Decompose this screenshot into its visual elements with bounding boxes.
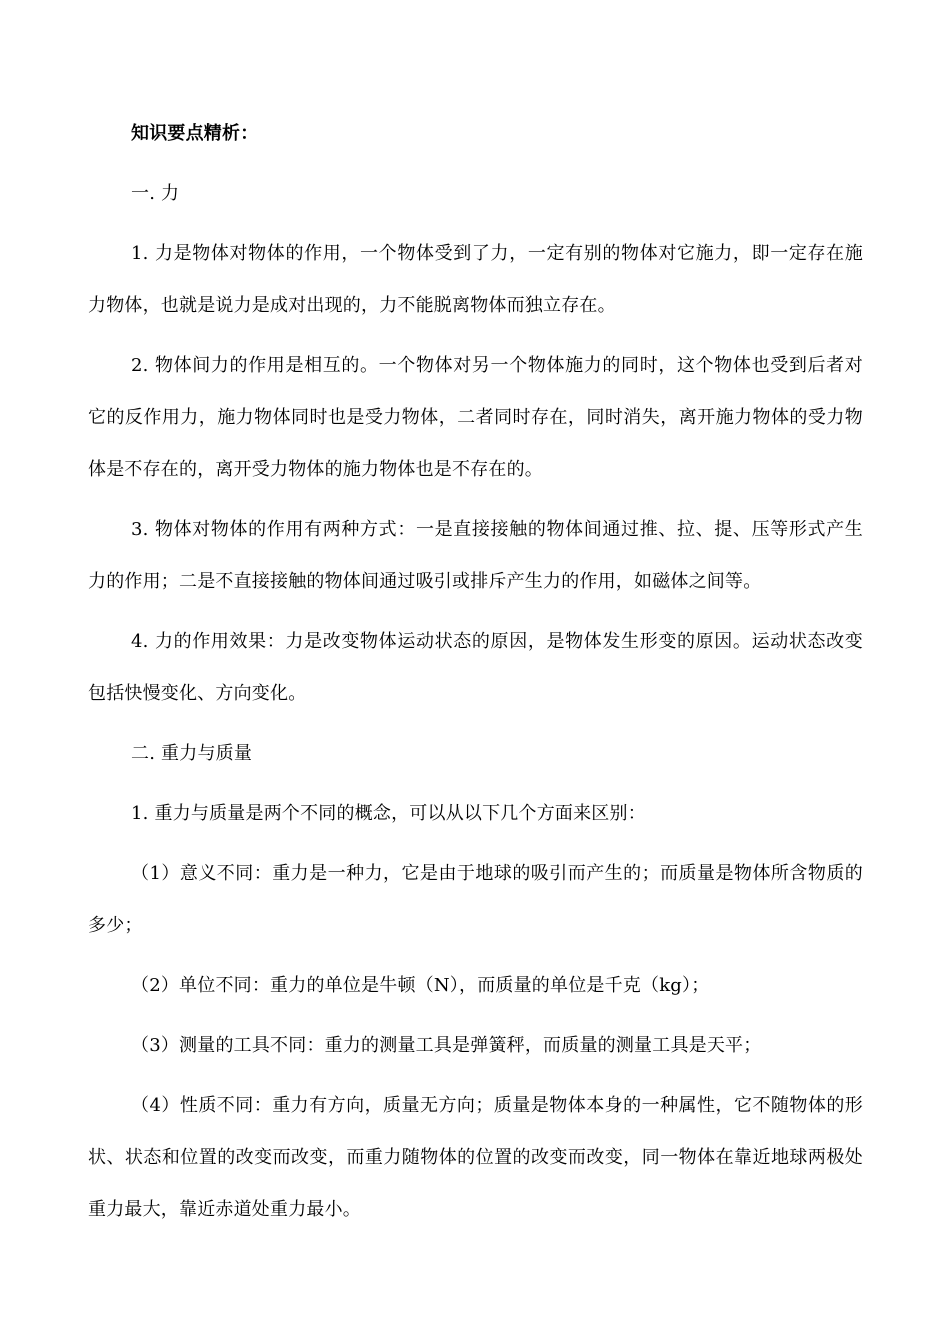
list-item-tool: （3）测量的工具不同：重力的测量工具是弹簧秤，而质量的测量工具是天平； xyxy=(131,1035,762,1056)
list-item-meaning: （1）意义不同：重力是一种力，它是由于地球的吸引而产生的；而质量是物体所含物质的多少； xyxy=(88,863,863,936)
list-item-property: （4）性质不同：重力有方向，质量无方向；质量是物体本身的一种属性，它不随物体的形状、状态和位置的改变而改变，而重力随物体的位置的改变而改变，同一物体在靠近地球两极处重力最大，靠近赤道处重力最小。 xyxy=(88,1095,863,1220)
paragraph-force-4: 4. 力的作用效果：力是改变物体运动状态的原因，是物体发生形变的原因。运动状态改变包括快慢变化、方向变化。 xyxy=(88,631,863,704)
section-heading-gravity-mass: 二. 重力与质量 xyxy=(131,743,253,764)
list-item-unit: （2）单位不同：重力的单位是牛顿（N），而质量的单位是千克（kg）； xyxy=(131,975,710,996)
document-title: 知识要点精析： xyxy=(131,123,259,144)
paragraph-force-1: 1. 力是物体对物体的作用，一个物体受到了力，一定有别的物体对它施力，即一定存在施力物体，也就是说力是成对出现的，力不能脱离物体而独立存在。 xyxy=(88,243,863,316)
paragraph-force-3: 3. 物体对物体的作用有两种方式：一是直接接触的物体间通过推、拉、提、压等形式产生力的作用；二是不直接接触的物体间通过吸引或排斥产生力的作用，如磁体之间等。 xyxy=(88,519,863,592)
section-heading-force: 一. 力 xyxy=(131,183,180,204)
paragraph-gravity-1: 1. 重力与质量是两个不同的概念，可以从以下几个方面来区别： xyxy=(131,803,646,824)
document-page xyxy=(88,108,863,1236)
paragraph-force-2: 2. 物体间力的作用是相互的。一个物体对另一个物体施力的同时，这个物体也受到后者对它的反作用力，施力物体同时也是受力物体，二者同时存在，同时消失，离开施力物体的受力物体是不存在的，离开受力物体的施力物体也是不存在的。 xyxy=(88,355,863,480)
